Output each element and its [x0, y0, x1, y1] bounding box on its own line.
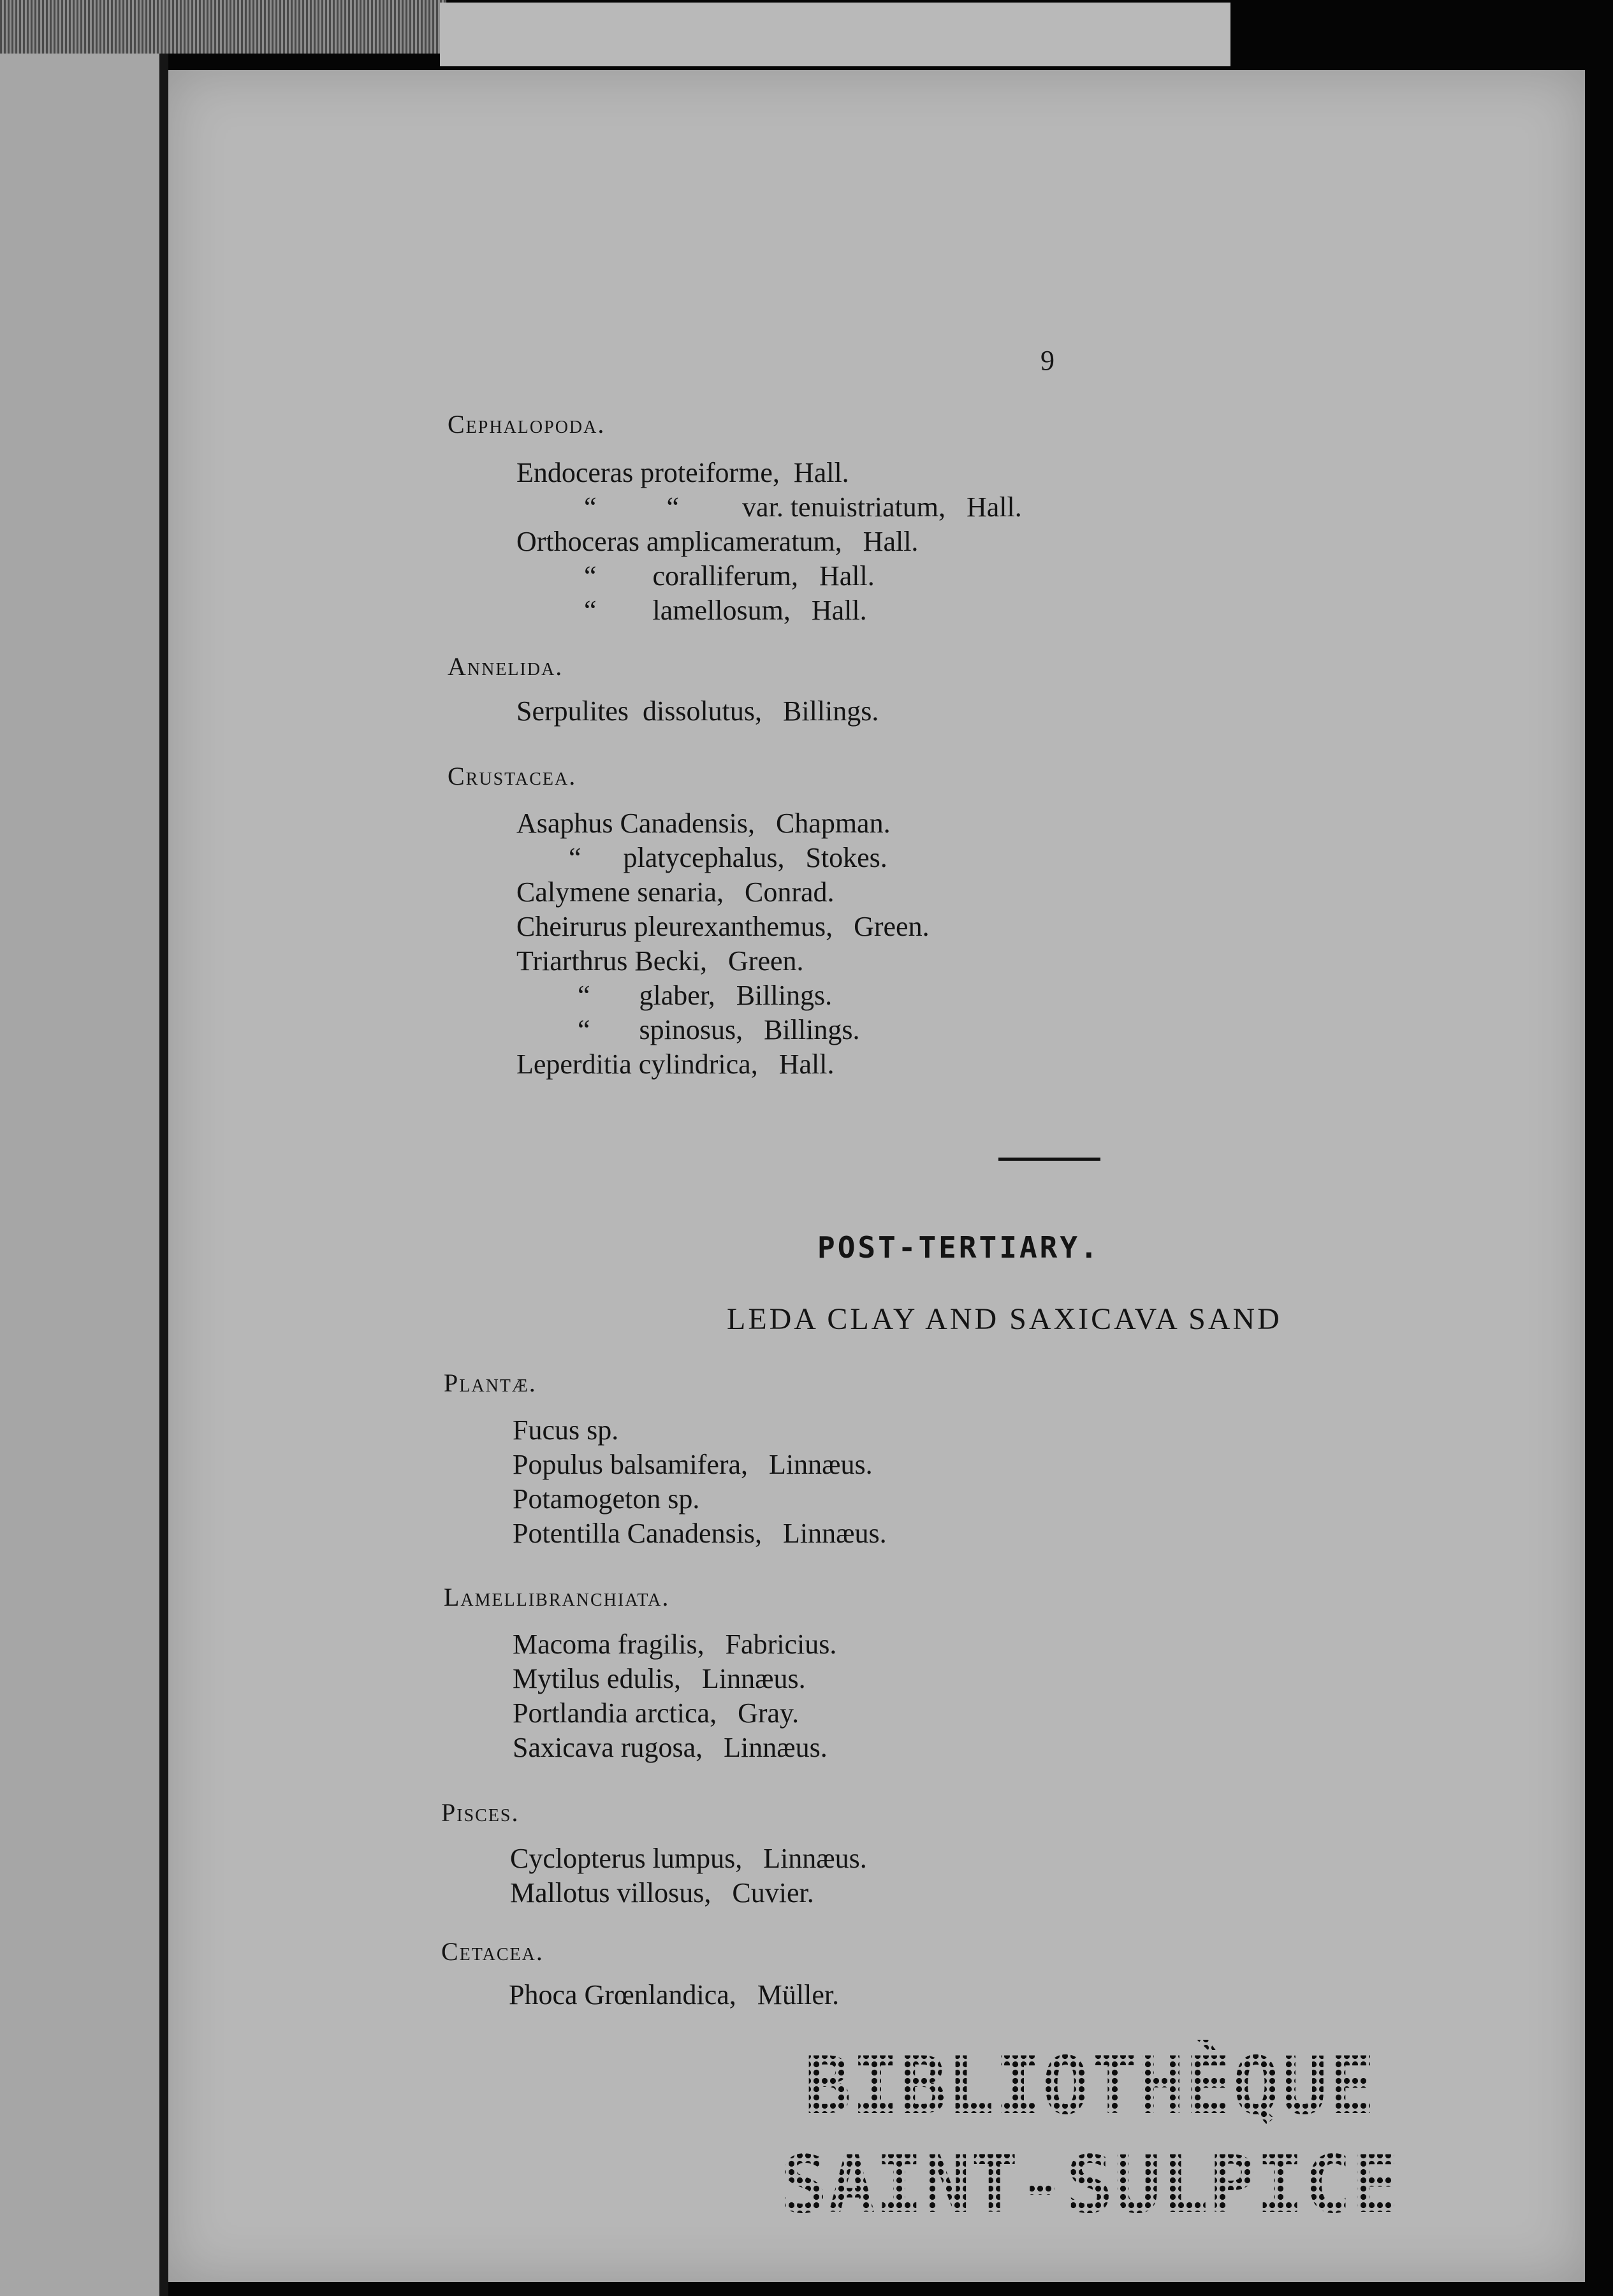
list-item: “ “ var. tenuistriatum, Hall.: [584, 491, 1022, 523]
document-page: [168, 70, 1585, 2282]
list-item: “ platycephalus, Stokes.: [569, 842, 887, 873]
section-divider: [998, 1158, 1100, 1161]
list-item: Potamogeton sp.: [513, 1483, 700, 1515]
stamp-line-1: BIBLIOTHÈQUE: [804, 2040, 1375, 2132]
list-item: “ lamellosum, Hall.: [584, 595, 867, 626]
scan-behind-sheet: [440, 3, 1230, 66]
section-heading-plantae: Plantæ.: [444, 1369, 537, 1397]
list-item: Calymene senaria, Conrad.: [516, 876, 835, 908]
list-item: “ spinosus, Billings.: [578, 1014, 860, 1045]
list-item: Potentilla Canadensis, Linnæus.: [513, 1518, 887, 1549]
list-item: Phoca Grœnlandica, Müller.: [509, 1979, 840, 2010]
list-item: Portlandia arctica, Gray.: [513, 1697, 799, 1729]
list-item: Fucus sp.: [513, 1414, 619, 1446]
section-heading-lamellibranchiata: Lamellibranchiata.: [444, 1583, 670, 1611]
list-item: Cheirurus pleurexanthemus, Green.: [516, 911, 930, 942]
list-item: Mytilus edulis, Linnæus.: [513, 1663, 806, 1694]
page-fold: [159, 54, 168, 2296]
list-item: “ glaber, Billings.: [578, 980, 833, 1011]
scan-top-strip: [0, 0, 446, 54]
list-item: Asaphus Canadensis, Chapman.: [516, 808, 891, 839]
list-item: Cyclopterus lumpus, Linnæus.: [510, 1843, 867, 1874]
list-item: Leperditia cylindrica, Hall.: [516, 1049, 835, 1080]
list-item: Macoma fragilis, Fabricius.: [513, 1629, 837, 1660]
list-item: Saxicava rugosa, Linnæus.: [513, 1732, 828, 1763]
section-heading-cephalopoda: Cephalopoda.: [448, 410, 606, 439]
list-item: Mallotus villosus, Cuvier.: [510, 1877, 814, 1908]
page-number: 9: [1040, 345, 1055, 376]
left-page-edge: [0, 54, 163, 2296]
library-stamp: [780, 2027, 1399, 2231]
subsection-title: LEDA CLAY AND SAXICAVA SAND: [727, 1302, 1282, 1336]
list-item: Endoceras proteiforme, Hall.: [516, 457, 849, 488]
section-heading-cetacea: Cetacea.: [441, 1937, 544, 1966]
section-heading-crustacea: Crustacea.: [448, 762, 577, 790]
section-heading-pisces: Pisces.: [441, 1798, 520, 1827]
list-item: Serpulites dissolutus, Billings.: [516, 695, 879, 727]
list-item: Populus balsamifera, Linnæus.: [513, 1449, 873, 1480]
stamp-line-2: SAINT-SULPICE: [780, 2139, 1399, 2231]
list-item: Orthoceras amplicameratum, Hall.: [516, 526, 919, 557]
section-title-post-tertiary: POST-TERTIARY.: [817, 1230, 1100, 1265]
list-item: “ coralliferum, Hall.: [584, 560, 875, 592]
list-item: Triarthrus Becki, Green.: [516, 945, 804, 977]
section-heading-annelida: Annelida.: [448, 652, 564, 681]
